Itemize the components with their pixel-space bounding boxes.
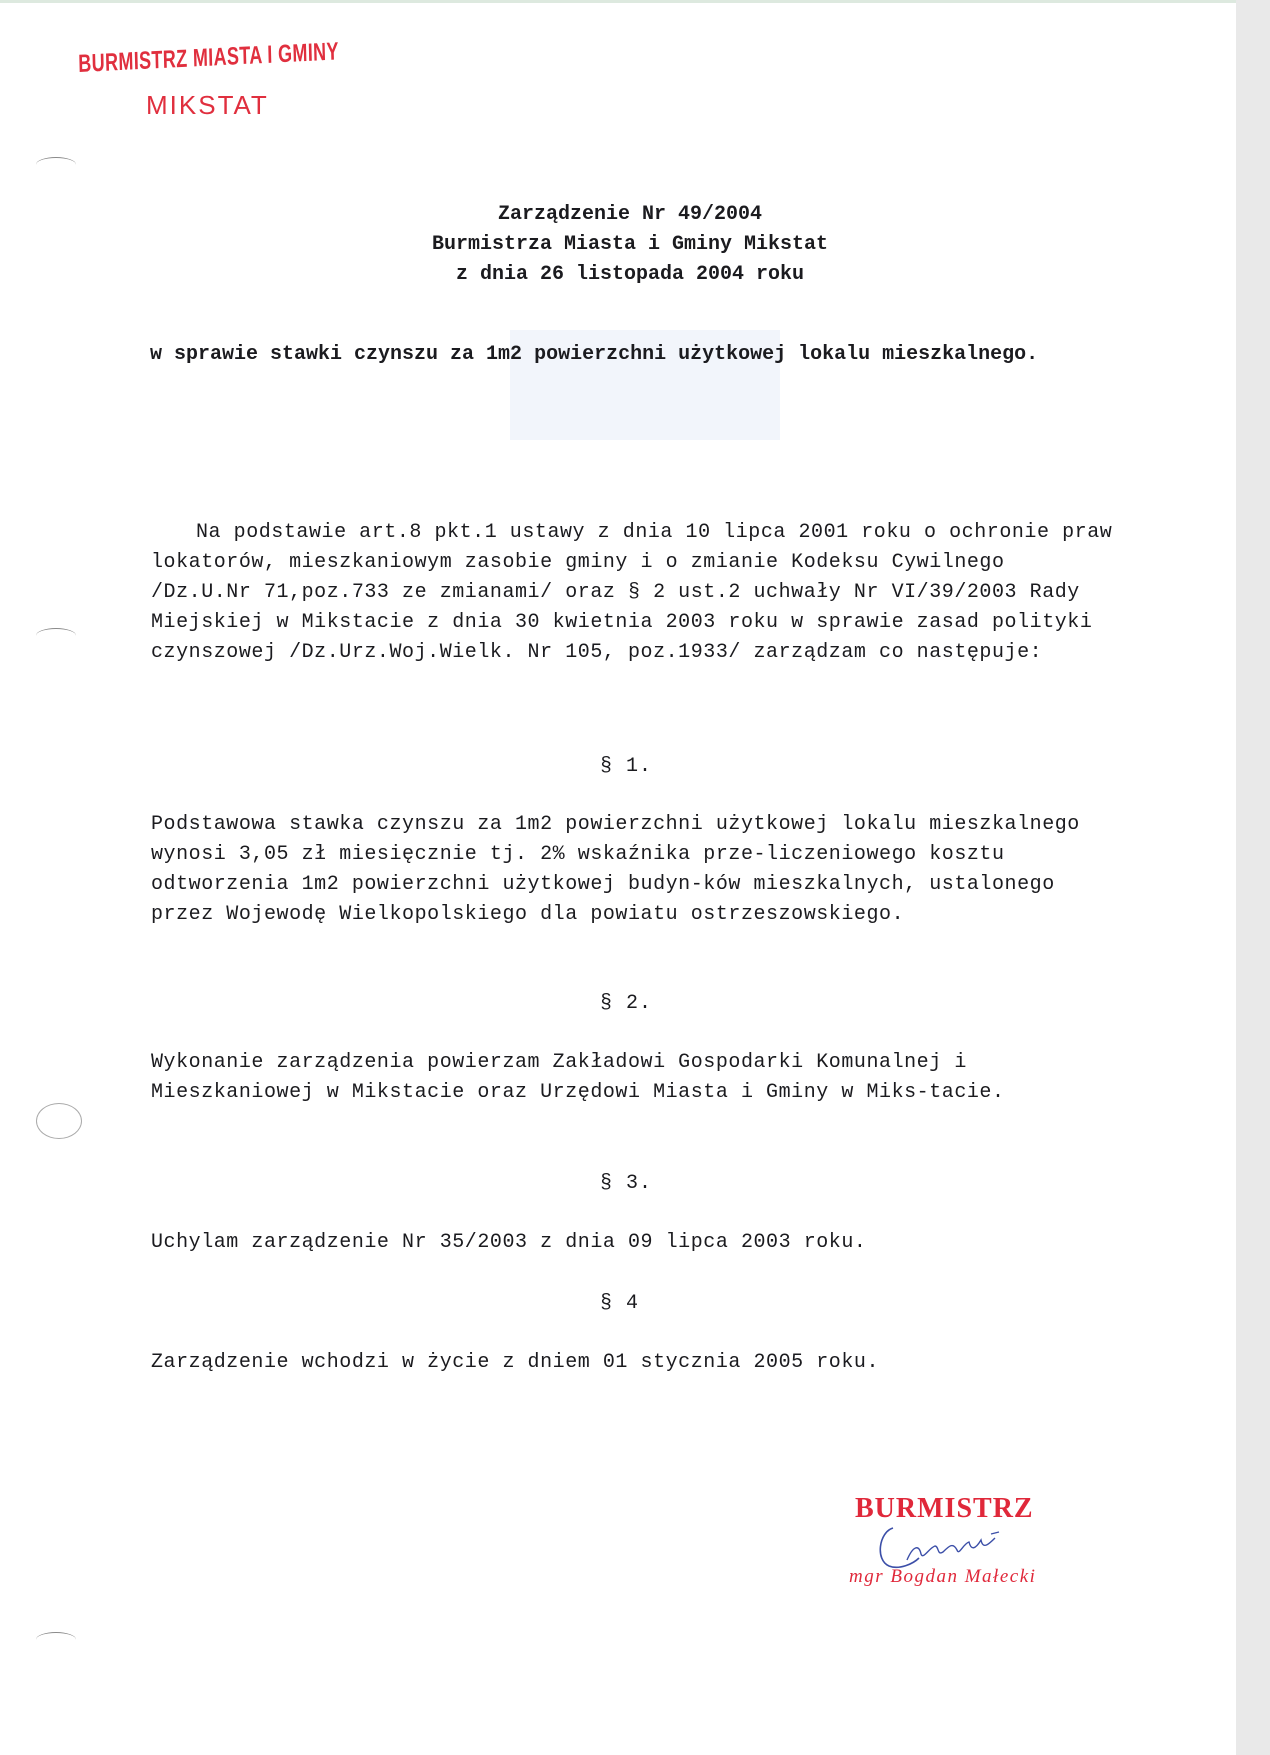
stamp-line-1: BURMISTRZ MIASTA I GMINY <box>78 37 340 78</box>
office-stamp <box>78 37 378 120</box>
document-subject: w sprawie stawki czynszu za 1m2 powierzchni użytkowej lokalu mieszkalnego. <box>150 343 1039 366</box>
punch-hole-mark <box>36 157 76 172</box>
scan-right-margin <box>1236 0 1270 1755</box>
section-1-text: Podstawowa stawka czynszu za 1m2 powierzchni użytkowej lokalu mieszkalnego wynosi 3,05 zł miesięcznie tj. 2% wskaźnika prze-liczeniowego kosztu odtworzenia 1m2 powierzchni użytkowej budyn-ków mieszkalnych, ustalonego przez Wojewodę Wielkopolskiego dla powiatu ostrzeszowskiego. <box>151 813 1080 926</box>
punch-hole-mark <box>36 1632 76 1647</box>
stamp-line-2: MIKSTAT <box>146 90 269 120</box>
section-3-heading: § 3. <box>600 1172 653 1195</box>
section-3-text: Uchylam zarządzenie Nr 35/2003 z dnia 09 lipca 2003 roku. <box>151 1231 867 1254</box>
signature-title-stamp: BURMISTRZ <box>855 1493 1034 1524</box>
section-2-heading: § 2. <box>600 992 653 1015</box>
section-2-text: Wykonanie zarządzenia powierzam Zakładowi Gospodarki Komunalnej i Mieszkaniowej w Mikstacie oraz Urzędowi Miasta i Gminy w Miks-tacie. <box>151 1051 1005 1104</box>
section-4-heading: § 4 <box>600 1292 640 1315</box>
punch-hole-mark <box>36 1103 82 1139</box>
section-4-text: Zarządzenie wchodzi w życie z dniem 01 stycznia 2005 roku. <box>151 1351 880 1374</box>
document-heading <box>270 200 990 290</box>
signatory-name-stamp: mgr Bogdan Małecki <box>849 1566 1037 1587</box>
section-1-heading: § 1. <box>600 755 653 778</box>
legal-basis-paragraph: Na podstawie art.8 pkt.1 ustawy z dnia 10 lipca 2001 roku o ochronie praw lokatorów, mieszkaniowym zasobie gminy i o zmianie Kodeksu Cywilnego /Dz.U.Nr 71,poz.733 ze zmianami/ oraz § 2 ust.2 uchwały Nr VI/39/2003 Rady Miejskiej w Mikstacie z dnia 30 kwietnia 2003 roku w sprawie zasad polityki czynszowej /Dz.Urz.Woj.Wielk. Nr 105, poz.1933/ zarządzam co następuje: <box>151 521 1113 664</box>
heading-issuer: Burmistrza Miasta i Gminy Mikstat <box>431 233 829 256</box>
heading-title: Zarządzenie Nr 49/2004 <box>497 203 763 226</box>
paper-top-edge <box>0 0 1270 3</box>
heading-date: z dnia 26 listopada 2004 roku <box>455 263 805 286</box>
punch-hole-mark <box>36 628 76 643</box>
